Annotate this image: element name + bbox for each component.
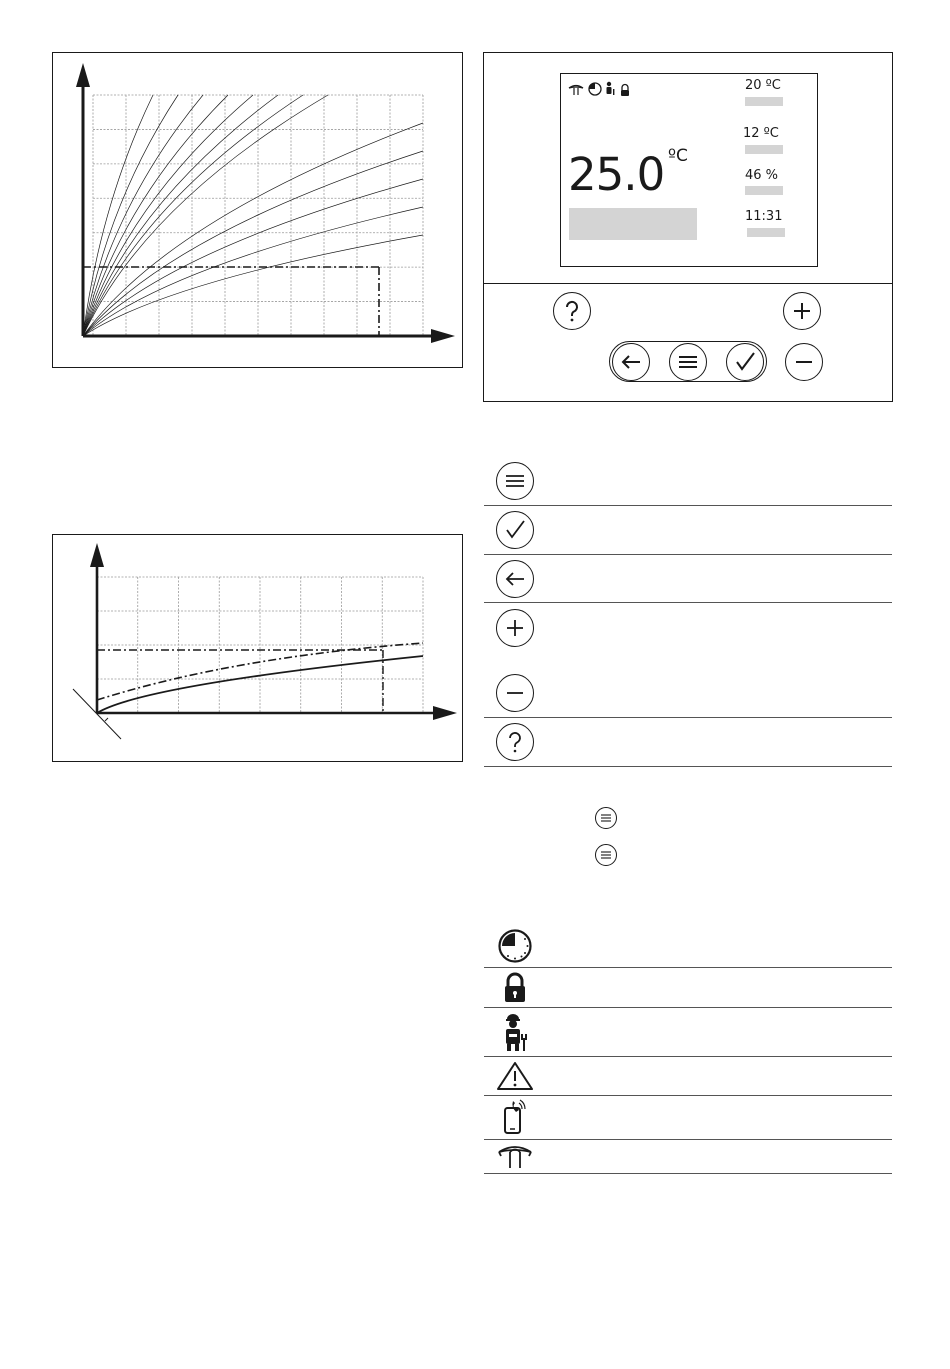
legend-divider <box>484 717 892 718</box>
thermostat-screen <box>560 73 818 267</box>
x-axis-arrow <box>431 329 455 343</box>
menu-icon <box>504 471 526 491</box>
legend-back-icon <box>496 560 534 598</box>
heating-curve <box>83 95 178 336</box>
status-divider <box>484 967 892 968</box>
legend-divider <box>484 505 892 506</box>
reading-4: 11:31 <box>745 209 783 224</box>
plus-icon <box>505 618 525 638</box>
legend-help-icon <box>496 723 534 761</box>
heating-curve <box>83 235 423 336</box>
legend-divider <box>484 602 892 603</box>
help-button[interactable] <box>553 292 591 330</box>
reading-2-bar <box>745 145 783 154</box>
lock-icon <box>621 85 629 97</box>
axis-tick <box>105 718 108 721</box>
legend-divider <box>484 554 892 555</box>
minus-icon <box>505 683 525 703</box>
timer-icon <box>589 83 601 95</box>
screen-status-icons <box>568 81 638 97</box>
status-divider <box>484 1056 892 1057</box>
heating-curves-chart <box>52 52 463 368</box>
confirm-icon <box>734 351 756 373</box>
heating-curve <box>83 95 203 336</box>
status-divider <box>484 1007 892 1008</box>
lock-icon <box>503 972 527 1004</box>
plus-icon <box>792 301 812 321</box>
main-temperature-unit: ºC <box>668 146 688 166</box>
heating-curve <box>83 179 423 336</box>
minus-icon <box>794 352 814 372</box>
back-icon <box>620 352 642 372</box>
help-icon <box>505 730 525 754</box>
back-button[interactable] <box>612 343 650 381</box>
menu-icon <box>600 850 612 860</box>
inline-menu-icon <box>595 844 617 866</box>
installer-icon <box>607 82 615 95</box>
timer-icon <box>497 928 533 964</box>
status-divider <box>484 1095 892 1096</box>
help-icon <box>562 299 582 323</box>
heating-curve <box>83 95 253 336</box>
status-divider <box>484 1139 892 1140</box>
installer-icon <box>501 1012 529 1052</box>
reading-3: 46 % <box>745 168 779 183</box>
confirm-button[interactable] <box>726 343 764 381</box>
reading-1: 20 ºC <box>745 78 781 93</box>
back-icon <box>504 569 526 589</box>
reading-4-bar <box>747 228 785 237</box>
y-axis-arrow <box>90 543 104 567</box>
heating-curve <box>83 151 423 336</box>
heating-curve <box>83 123 423 336</box>
main-temperature: 25.0 <box>568 148 665 201</box>
device-separator <box>484 283 892 284</box>
mode-icon <box>569 86 583 96</box>
legend-plus-icon <box>496 609 534 647</box>
menu-icon <box>677 352 699 372</box>
reading-2: 12 ºC <box>743 126 779 141</box>
inline-menu-icon <box>595 807 617 829</box>
x-axis-arrow <box>433 706 457 720</box>
legend-menu-icon <box>496 462 534 500</box>
reading-1-bar <box>745 97 783 106</box>
screen-info-bar <box>569 208 697 240</box>
legend-minus-icon <box>496 674 534 712</box>
heating-curves-svg <box>53 53 462 367</box>
curve-comparison-svg <box>53 535 462 761</box>
heating-curve <box>83 95 228 336</box>
status-divider <box>484 1173 892 1174</box>
reading-3-bar <box>745 186 783 195</box>
y-axis-arrow <box>76 63 90 87</box>
confirm-icon <box>504 519 526 541</box>
mobile-icon <box>503 1099 527 1135</box>
mode-icon <box>497 1144 533 1170</box>
plus-button[interactable] <box>783 292 821 330</box>
legend-divider <box>484 766 892 767</box>
menu-button[interactable] <box>669 343 707 381</box>
warning-icon <box>496 1061 534 1091</box>
menu-icon <box>600 813 612 823</box>
heating-curve <box>83 95 278 336</box>
legend-confirm-icon <box>496 511 534 549</box>
curve-comparison-chart <box>52 534 463 762</box>
minus-button[interactable] <box>785 343 823 381</box>
